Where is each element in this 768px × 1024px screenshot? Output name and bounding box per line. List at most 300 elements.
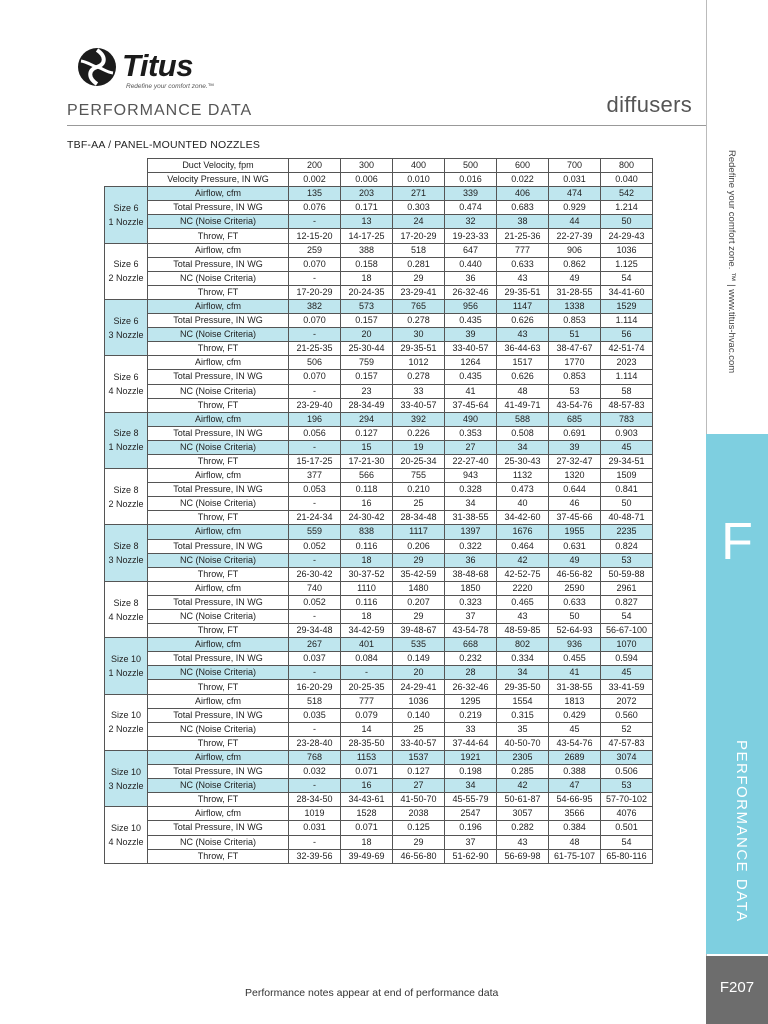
size-label: Size 6 (113, 259, 139, 270)
row-value: 42-51-74 (601, 342, 653, 356)
nozzle-label: 2 Nozzle (108, 273, 144, 284)
row-value: 50-61-87 (497, 793, 549, 807)
row-value: - (289, 384, 341, 398)
nozzle-label: 3 Nozzle (108, 555, 144, 566)
nozzle-label: 3 Nozzle (108, 329, 144, 340)
row-value: 0.157 (341, 370, 393, 384)
row-value: 28-35-50 (341, 736, 393, 750)
row-value: 3074 (601, 750, 653, 764)
footer-note: Performance notes appear at end of performance data (245, 987, 499, 999)
table-row (105, 412, 653, 426)
row-value: 1153 (341, 750, 393, 764)
row-value: 3566 (549, 807, 601, 821)
header-value: 300 (341, 159, 393, 173)
table-row (105, 835, 653, 849)
row-value: 0.473 (497, 483, 549, 497)
row-value: 0.116 (341, 595, 393, 609)
row-value: 21-24-34 (289, 511, 341, 525)
row-value: 0.149 (393, 652, 445, 666)
row-value: 0.031 (289, 821, 341, 835)
size-cell (105, 525, 148, 581)
row-value: 0.140 (393, 708, 445, 722)
row-value: 27 (393, 779, 445, 793)
row-value: 17-20-29 (393, 229, 445, 243)
row-value: 2235 (601, 525, 653, 539)
row-value: 0.032 (289, 765, 341, 779)
row-value: 2220 (497, 581, 549, 595)
row-value: 0.226 (393, 426, 445, 440)
header-value: 0.002 (289, 173, 341, 187)
row-value: 2072 (601, 694, 653, 708)
row-value: 40-50-70 (497, 736, 549, 750)
row-value: 34 (497, 666, 549, 680)
row-value: 0.626 (497, 314, 549, 328)
row-value: 18 (341, 835, 393, 849)
row-value: 38-48-68 (445, 567, 497, 581)
row-value: 12-15-20 (289, 229, 341, 243)
row-label: Total Pressure, IN WG (148, 257, 289, 271)
table-row (105, 765, 653, 779)
row-label: Airflow, cfm (148, 807, 289, 821)
header-value: 0.031 (549, 173, 601, 187)
row-value: 759 (341, 356, 393, 370)
row-value: 0.328 (445, 483, 497, 497)
row-value: 0.056 (289, 426, 341, 440)
row-value: 0.594 (601, 652, 653, 666)
row-value: 0.440 (445, 257, 497, 271)
row-value: 21-25-36 (497, 229, 549, 243)
table-row (105, 567, 653, 581)
header-value: 0.006 (341, 173, 393, 187)
row-value: 936 (549, 638, 601, 652)
row-value: 0.118 (341, 483, 393, 497)
table-row (105, 328, 653, 342)
row-value: 23 (341, 384, 393, 398)
table-row (105, 581, 653, 595)
row-value: 2305 (497, 750, 549, 764)
row-label: Airflow, cfm (148, 356, 289, 370)
row-value: 0.196 (445, 821, 497, 835)
table-row (105, 779, 653, 793)
row-label: Total Pressure, IN WG (148, 370, 289, 384)
row-value: 44 (549, 215, 601, 229)
row-value: 41-49-71 (497, 398, 549, 412)
row-value: 14-17-25 (341, 229, 393, 243)
row-value: 32 (445, 215, 497, 229)
row-value: 20 (341, 328, 393, 342)
row-value: 30-37-52 (341, 567, 393, 581)
row-value: 31-38-55 (549, 680, 601, 694)
row-value: 1036 (601, 243, 653, 257)
size-label: Size 8 (113, 597, 139, 608)
row-value: 19 (393, 440, 445, 454)
row-value: 57-70-102 (601, 793, 653, 807)
row-value: 34 (497, 440, 549, 454)
row-value: 0.070 (289, 314, 341, 328)
row-value: 0.076 (289, 201, 341, 215)
row-value: 29 (393, 553, 445, 567)
table-row (105, 666, 653, 680)
table-row (105, 525, 653, 539)
section-title: PERFORMANCE DATA (67, 102, 253, 119)
row-value: 1295 (445, 694, 497, 708)
row-value: 43-54-76 (549, 736, 601, 750)
row-value: - (289, 666, 341, 680)
row-value: 54-66-95 (549, 793, 601, 807)
row-value: 48 (497, 384, 549, 398)
row-value: 1.114 (601, 370, 653, 384)
row-value: 1320 (549, 469, 601, 483)
row-value: 267 (289, 638, 341, 652)
table-row (105, 201, 653, 215)
nozzle-label: 2 Nozzle (108, 724, 144, 735)
row-value: 42-52-75 (497, 567, 549, 581)
row-value: 0.171 (341, 201, 393, 215)
row-value: 33 (393, 384, 445, 398)
row-value: 0.315 (497, 708, 549, 722)
row-value: 32-39-56 (289, 849, 341, 863)
row-value: 26-30-42 (289, 567, 341, 581)
row-value: 27-32-47 (549, 454, 601, 468)
row-value: 1813 (549, 694, 601, 708)
size-label: Size 10 (110, 766, 142, 777)
table-row (105, 638, 653, 652)
row-value: 0.631 (549, 539, 601, 553)
row-value: 22-27-40 (445, 454, 497, 468)
size-label: Size 8 (113, 541, 139, 552)
row-value: 16-20-29 (289, 680, 341, 694)
row-value: 25-30-44 (341, 342, 393, 356)
nozzle-label: 2 Nozzle (108, 498, 144, 509)
table-row (105, 314, 653, 328)
row-value: 34 (445, 779, 497, 793)
nozzle-label: 1 Nozzle (108, 667, 144, 678)
row-value: 0.285 (497, 765, 549, 779)
row-label: Airflow, cfm (148, 525, 289, 539)
row-label: Airflow, cfm (148, 581, 289, 595)
row-value: 0.465 (497, 595, 549, 609)
row-value: 23-29-41 (393, 285, 445, 299)
row-value: 40-48-71 (601, 511, 653, 525)
table-row (105, 243, 653, 257)
row-value: 0.071 (341, 821, 393, 835)
row-value: 25 (393, 497, 445, 511)
table-row (105, 680, 653, 694)
row-value: 382 (289, 299, 341, 313)
size-cell (105, 694, 148, 750)
row-value: 29 (393, 835, 445, 849)
table-row (105, 370, 653, 384)
row-value: 17-20-29 (289, 285, 341, 299)
table-row (105, 285, 653, 299)
row-value: 0.037 (289, 652, 341, 666)
row-label: Throw, FT (148, 398, 289, 412)
row-value: 27 (445, 440, 497, 454)
row-label: Throw, FT (148, 736, 289, 750)
row-value: 58 (601, 384, 653, 398)
row-value: 54 (601, 271, 653, 285)
row-value: 0.903 (601, 426, 653, 440)
row-value: 49 (549, 271, 601, 285)
row-value: 0.052 (289, 539, 341, 553)
row-value: 1955 (549, 525, 601, 539)
row-value: 0.435 (445, 314, 497, 328)
row-label: Throw, FT (148, 680, 289, 694)
row-value: 29-35-50 (497, 680, 549, 694)
table-header-row (105, 173, 653, 187)
table-row (105, 793, 653, 807)
row-value: 45 (549, 722, 601, 736)
row-value: 23-29-40 (289, 398, 341, 412)
row-value: 35 (497, 722, 549, 736)
row-value: 50-59-88 (601, 567, 653, 581)
row-value: 1921 (445, 750, 497, 764)
row-value: 401 (341, 638, 393, 652)
header-label: Duct Velocity, fpm (148, 159, 289, 173)
row-value: 0.219 (445, 708, 497, 722)
nozzle-label: 3 Nozzle (108, 780, 144, 791)
row-value: 1147 (497, 299, 549, 313)
row-value: 0.281 (393, 257, 445, 271)
row-value: 43 (497, 835, 549, 849)
row-value: 196 (289, 412, 341, 426)
size-label: Size 6 (113, 202, 139, 213)
size-label: Size 6 (113, 315, 139, 326)
row-label: NC (Noise Criteria) (148, 666, 289, 680)
table-row (105, 511, 653, 525)
row-value: 37 (445, 835, 497, 849)
row-value: 48 (549, 835, 601, 849)
row-value: - (289, 553, 341, 567)
row-value: 406 (497, 187, 549, 201)
row-value: 1019 (289, 807, 341, 821)
row-value: 506 (289, 356, 341, 370)
row-value: 2689 (549, 750, 601, 764)
row-value: 25-30-43 (497, 454, 549, 468)
table-row (105, 610, 653, 624)
header-value: 0.040 (601, 173, 653, 187)
nozzle-label: 4 Nozzle (108, 386, 144, 396)
row-value: 22-27-39 (549, 229, 601, 243)
row-label: NC (Noise Criteria) (148, 835, 289, 849)
header-value: 600 (497, 159, 549, 173)
side-website-text: Redefine your comfort zone. ™ | www.titus-hvac.com (726, 150, 737, 374)
size-cell (105, 187, 148, 243)
row-value: 33-41-59 (601, 680, 653, 694)
page-number-box (706, 956, 768, 1024)
row-label: Throw, FT (148, 342, 289, 356)
row-value: 39-48-67 (393, 624, 445, 638)
row-value: 0.853 (549, 370, 601, 384)
section-letter: F (721, 513, 753, 571)
nozzle-label: 1 Nozzle (108, 442, 144, 453)
table-header-blank (105, 159, 148, 173)
row-value: 0.198 (445, 765, 497, 779)
row-label: Total Pressure, IN WG (148, 595, 289, 609)
row-value: 777 (497, 243, 549, 257)
row-value: 29-35-51 (393, 342, 445, 356)
row-value: 31-38-55 (445, 511, 497, 525)
row-value: 135 (289, 187, 341, 201)
row-value: 0.303 (393, 201, 445, 215)
row-value: - (289, 610, 341, 624)
table-row (105, 257, 653, 271)
row-value: 0.506 (601, 765, 653, 779)
row-value: 29 (393, 271, 445, 285)
row-value: 18 (341, 271, 393, 285)
row-value: 559 (289, 525, 341, 539)
row-value: 53 (601, 553, 653, 567)
row-value: 1264 (445, 356, 497, 370)
row-value: 0.824 (601, 539, 653, 553)
row-value: 647 (445, 243, 497, 257)
row-value: 1.125 (601, 257, 653, 271)
row-value: 388 (341, 243, 393, 257)
row-value: 28-34-50 (289, 793, 341, 807)
row-value: 18 (341, 553, 393, 567)
row-value: 15 (341, 440, 393, 454)
row-value: 0.323 (445, 595, 497, 609)
table-row (105, 384, 653, 398)
row-label: Airflow, cfm (148, 243, 289, 257)
row-value: 39 (549, 440, 601, 454)
row-value: 46-56-82 (549, 567, 601, 581)
row-value: 2023 (601, 356, 653, 370)
table-row (105, 299, 653, 313)
row-value: - (341, 666, 393, 680)
section-tab (706, 434, 768, 954)
row-label: Total Pressure, IN WG (148, 765, 289, 779)
row-value: 41 (549, 666, 601, 680)
row-label: Total Pressure, IN WG (148, 652, 289, 666)
table-row (105, 483, 653, 497)
row-value: 0.322 (445, 539, 497, 553)
table-row (105, 469, 653, 483)
row-value: 0.464 (497, 539, 549, 553)
row-label: Throw, FT (148, 624, 289, 638)
row-value: 0.862 (549, 257, 601, 271)
row-value: 377 (289, 469, 341, 483)
category-title: diffusers (606, 92, 692, 117)
row-value: 23-28-40 (289, 736, 341, 750)
row-value: 0.084 (341, 652, 393, 666)
row-value: 0.388 (549, 765, 601, 779)
row-value: 29-34-51 (601, 454, 653, 468)
row-value: 26-32-46 (445, 680, 497, 694)
table-row (105, 624, 653, 638)
row-label: Throw, FT (148, 229, 289, 243)
row-value: 47-57-83 (601, 736, 653, 750)
row-value: 1528 (341, 807, 393, 821)
header-value: 0.010 (393, 173, 445, 187)
row-value: 41 (445, 384, 497, 398)
row-value: 802 (497, 638, 549, 652)
row-value: 20-25-34 (393, 454, 445, 468)
row-value: 43 (497, 271, 549, 285)
row-label: NC (Noise Criteria) (148, 440, 289, 454)
row-value: 1537 (393, 750, 445, 764)
row-value: 34 (445, 497, 497, 511)
row-value: 29-35-51 (497, 285, 549, 299)
row-value: 15-17-25 (289, 454, 341, 468)
row-value: 28-34-48 (393, 511, 445, 525)
row-value: 20-25-35 (341, 680, 393, 694)
row-value: 0.071 (341, 765, 393, 779)
row-value: 0.116 (341, 539, 393, 553)
header-value: 0.016 (445, 173, 497, 187)
row-value: 43 (497, 328, 549, 342)
row-value: 1517 (497, 356, 549, 370)
row-value: 588 (497, 412, 549, 426)
header-value: 800 (601, 159, 653, 173)
row-value: - (289, 497, 341, 511)
table-row (105, 398, 653, 412)
row-value: 28 (445, 666, 497, 680)
row-value: 29-34-48 (289, 624, 341, 638)
row-value: 25 (393, 722, 445, 736)
row-value: 56-69-98 (497, 849, 549, 863)
row-value: 19-23-33 (445, 229, 497, 243)
row-value: 535 (393, 638, 445, 652)
row-value: 518 (393, 243, 445, 257)
row-value: 51 (549, 328, 601, 342)
row-value: 0.683 (497, 201, 549, 215)
row-value: 36-44-63 (497, 342, 549, 356)
table-title: TBF-AA / PANEL-MOUNTED NOZZLES (67, 139, 261, 151)
row-value: 1509 (601, 469, 653, 483)
row-value: 0.929 (549, 201, 601, 215)
size-cell (105, 581, 148, 637)
row-value: 50 (601, 497, 653, 511)
row-value: 777 (341, 694, 393, 708)
row-value: 339 (445, 187, 497, 201)
row-value: 906 (549, 243, 601, 257)
row-value: 16 (341, 497, 393, 511)
row-value: 28-34-49 (341, 398, 393, 412)
table-row (105, 539, 653, 553)
table-row (105, 426, 653, 440)
row-value: 0.841 (601, 483, 653, 497)
nozzle-label: 4 Nozzle (108, 837, 144, 847)
row-label: Total Pressure, IN WG (148, 483, 289, 497)
row-value: 474 (549, 187, 601, 201)
row-value: 1554 (497, 694, 549, 708)
header-value: 400 (393, 159, 445, 173)
row-value: 573 (341, 299, 393, 313)
brand-tagline: Redefine your comfort zone.™ (126, 83, 215, 90)
size-cell (105, 412, 148, 468)
row-value: 0.157 (341, 314, 393, 328)
row-value: 38-47-67 (549, 342, 601, 356)
row-value: 37-45-66 (549, 511, 601, 525)
row-label: NC (Noise Criteria) (148, 553, 289, 567)
table-row (105, 595, 653, 609)
row-label: Total Pressure, IN WG (148, 539, 289, 553)
row-value: 24 (393, 215, 445, 229)
row-value: 740 (289, 581, 341, 595)
table-row (105, 736, 653, 750)
row-value: 43-54-78 (445, 624, 497, 638)
row-value: 0.278 (393, 314, 445, 328)
titus-swirl-icon (76, 46, 118, 88)
table-header-blank (105, 173, 148, 187)
row-label: NC (Noise Criteria) (148, 497, 289, 511)
brand-name: Titus (122, 48, 193, 83)
nozzle-label: 4 Nozzle (108, 611, 144, 622)
row-label: NC (Noise Criteria) (148, 779, 289, 793)
page-number: F207 (719, 979, 755, 996)
row-value: 33-40-57 (445, 342, 497, 356)
